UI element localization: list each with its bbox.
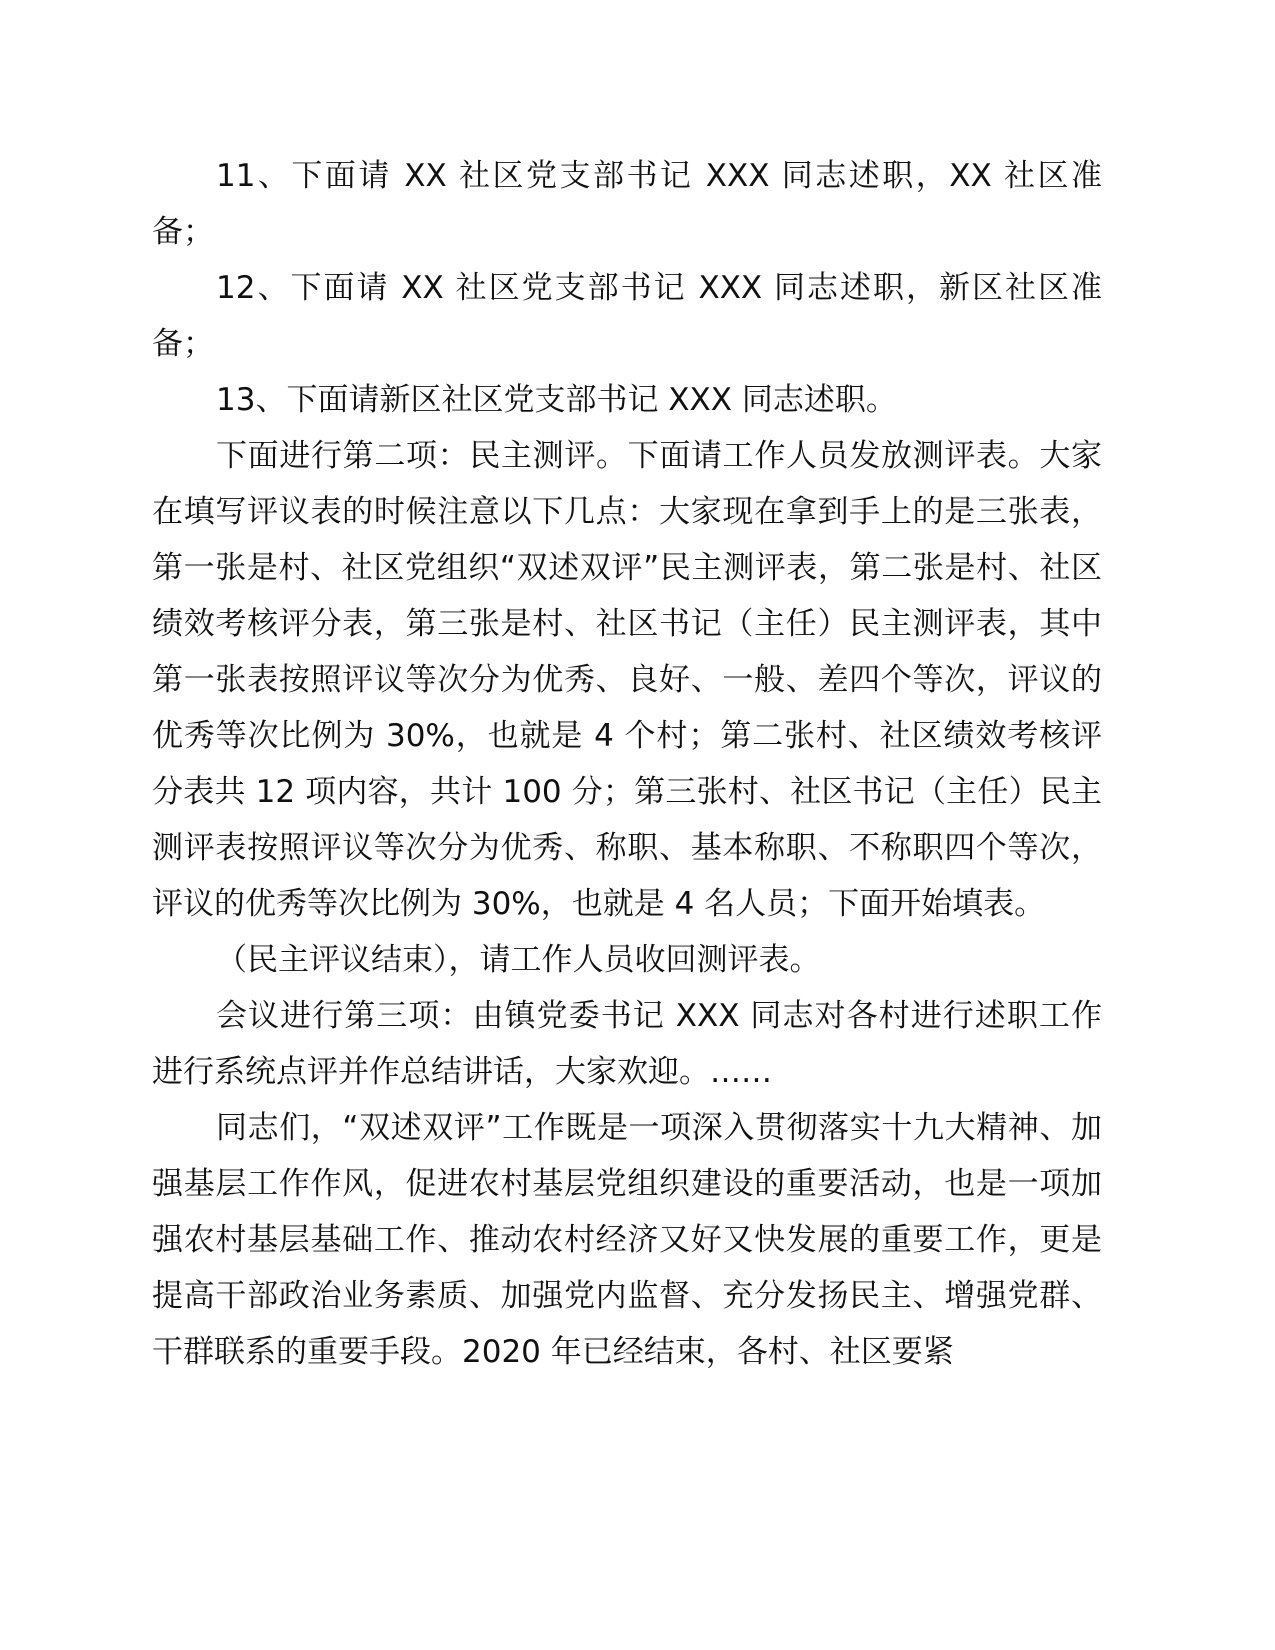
paragraph-12: 12、下面请 XX 社区党支部书记 XXX 同志述职，新区社区准备； (152, 270, 1102, 362)
paragraph-11: 11、下面请 XX 社区党支部书记 XXX 同志述职，XX 社区准备； (152, 158, 1102, 250)
paragraph-speech: 同志们，“双述双评”工作既是一项深入贯彻落实十九大精神、加强基层工作作风，促进农村基层党组织建设的重要活动，也是一项加强农村基层基础工作、推动农村经济又好又快发展的重要工作，更是提高干部政治业务素质、加强党内监督、充分发扬民主、增强党群、干群联系的重要手段。2020 年已经结束，各村、社区要紧 (152, 1110, 1102, 1370)
document-body (152, 148, 1102, 1380)
paragraph-evaluation-end: （民主评议结束），请工作人员收回测评表。 (216, 942, 821, 978)
paragraph-second-item: 下面进行第二项：民主测评。下面请工作人员发放测评表。大家在填写评议表的时候注意以下几点：大家现在拿到手上的是三张表，第一张是村、社区党组织“双述双评”民主测评表，第二张是村、社区绩效考核评分表，第三张是村、社区书记（主任）民主测评表，其中第一张表按照评议等次分为优秀、良好、一般、差四个等次，评议的优秀等次比例为 30%，也就是 4 个村；第二张村、社区绩效考核评分表共 12 项内容，共计 100 分；第三张村、社区书记（主任）民主测评表按照评议等次分为优秀、称职、基本称职、不称职四个等次，评议的优秀等次比例为 30%，也就是 4 名人员；下面开始填表。 (152, 438, 1102, 922)
paragraph-third-item: 会议进行第三项：由镇党委书记 XXX 同志对各村进行述职工作进行系统点评并作总结讲话，大家欢迎。…… (152, 998, 1102, 1090)
paragraph-13: 13、下面请新区社区党支部书记 XXX 同志述职。 (216, 382, 897, 418)
